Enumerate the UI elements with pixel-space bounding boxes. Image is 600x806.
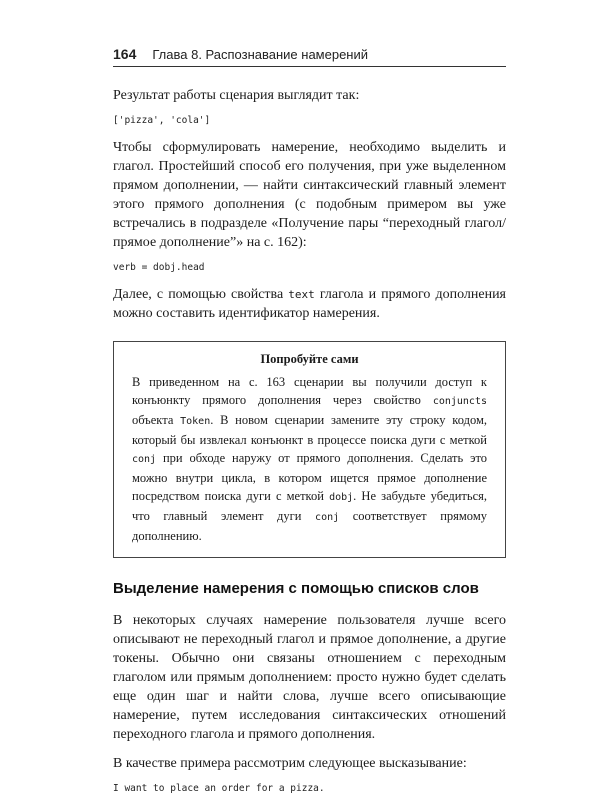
header-rule: [113, 66, 506, 67]
text-fragment: при обходе наружу от прямого дополнения. Сделать это можно внутри цикла, в котором ищется прямое дополнение посредством поиска дуги с меткой: [132, 451, 487, 503]
text-fragment: объекта: [132, 413, 181, 427]
paragraph-example-intro: В качестве примера рассмотрим следующее высказывание:: [113, 756, 467, 771]
box-title: Попробуйте сами: [260, 352, 359, 366]
try-it-yourself-box: [113, 341, 506, 558]
paragraph-result-intro: Результат работы сценария выглядит так:: [113, 88, 360, 103]
paragraph-intent-id: [113, 285, 506, 323]
text-fragment: В приведенном на с. 163 сценарии вы получили доступ к конъюнкту прямого дополнения через свойство: [132, 375, 487, 407]
inline-code: conjuncts: [432, 396, 487, 407]
inline-code: text: [288, 288, 315, 301]
chapter-title: Глава 8. Распознавание намерений: [152, 47, 369, 62]
text-fragment: глагола и прямого дополнения можно составить идентификатор намерения.: [113, 287, 506, 321]
section-heading: Выделение намерения с помощью списков слов: [113, 580, 479, 597]
text-fragment: Далее, с помощью свойства: [113, 287, 289, 302]
box-text: [132, 373, 487, 545]
text-fragment: . Не забудьте убедиться, что главный элемент дуги: [132, 489, 487, 523]
code-output-list: ['pizza', 'cola']: [113, 115, 211, 126]
text-fragment: соответствует прямому дополнению.: [132, 509, 487, 543]
page-number: 164: [113, 46, 137, 62]
inline-code: conj: [315, 512, 340, 523]
running-header: [113, 46, 506, 62]
inline-code: conj: [132, 454, 157, 465]
paragraph-verb-extraction: Чтобы сформулировать намерение, необходимо выделить и глагол. Простейший способ его получения, при уже выделенном прямом дополнении, — найти синтаксический главный элемент этого прямого дополнения (с подобным примером вы уже встречались в подразделе «Получение пары “переходный глагол/прямое дополнение”» на с. 162):: [113, 140, 506, 250]
code-verb-head: verb = dobj.head: [113, 262, 205, 273]
paragraph-word-lists: В некоторых случаях намерение пользователя лучше всего описывают не переходный глагол и прямое дополнение, а другие токены. Обычно они связаны отношением с переходным глаголом или прямым дополнением: просто нужно будет сделать еще один шаг и найти слова, лучше всего описывающие намерение, путем исследования синтаксических отношений переходного глагола и прямого дополнения.: [113, 613, 506, 742]
page-body: [113, 86, 506, 806]
inline-code: dobj: [329, 492, 354, 503]
inline-code: Token: [180, 416, 211, 427]
code-example-utterance: I want to place an order for a pizza.: [113, 783, 325, 794]
text-fragment: . В новом сценарии замените эту строку кодом, который бы извлекал конъюнкт в процессе поиска дуги с меткой: [132, 413, 487, 447]
